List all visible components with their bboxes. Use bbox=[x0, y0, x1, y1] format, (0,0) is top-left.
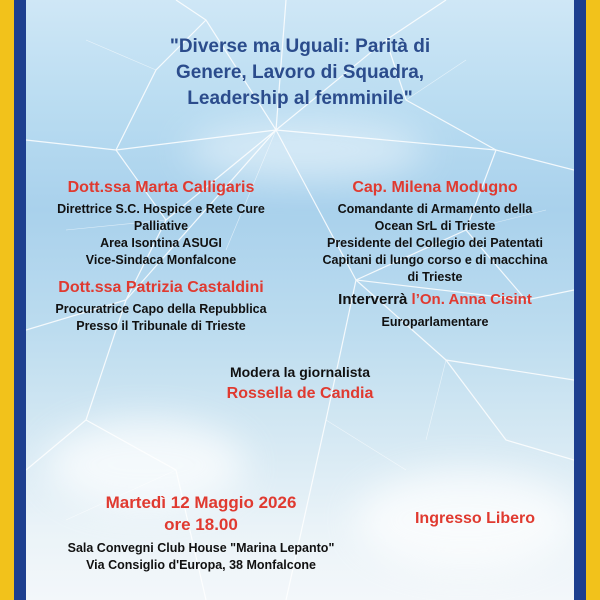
speaker-2 bbox=[26, 278, 296, 335]
event-time: ore 18.00 bbox=[164, 515, 238, 534]
title-line: "Diverse ma Uguali: Parità di bbox=[169, 36, 431, 57]
speaker-3 bbox=[300, 178, 570, 286]
left-gold-border bbox=[0, 0, 14, 600]
speaker-1 bbox=[26, 178, 296, 269]
speaker-1-role: Vice-Sindaca Monfalcone bbox=[85, 253, 237, 267]
speaker-2-role: Presso il Tribunale di Trieste bbox=[76, 319, 246, 333]
poster-panel bbox=[26, 0, 574, 600]
speaker-1-role: Direttrice S.C. Hospice e Rete Cure bbox=[57, 202, 265, 216]
moderator-label: Modera la giornalista bbox=[229, 364, 371, 380]
entry-info: Ingresso Libero bbox=[414, 510, 536, 527]
speaker-4-role: Europarlamentare bbox=[381, 315, 489, 329]
moderator bbox=[26, 362, 574, 404]
event-title bbox=[26, 34, 574, 112]
speaker-2-name: Dott.ssa Patrizia Castaldini bbox=[58, 279, 264, 296]
speaker-1-role: Area Isontina ASUGI bbox=[100, 236, 222, 250]
event-address: Via Consiglio d'Europa, 38 Monfalcone bbox=[86, 558, 316, 572]
speaker-3-role: Comandante di Armamento della bbox=[337, 202, 533, 216]
speaker-3-role: Ocean SrL di Trieste bbox=[374, 219, 496, 233]
event-date: Martedì 12 Maggio 2026 bbox=[105, 493, 297, 512]
event-venue: Sala Convegni Club House "Marina Lepanto" bbox=[67, 541, 335, 555]
speaker-2-role: Procuratrice Capo della Repubblica bbox=[55, 302, 267, 316]
left-blue-border bbox=[14, 0, 26, 600]
speaker-4 bbox=[300, 290, 570, 331]
right-blue-border bbox=[574, 0, 586, 600]
title-line: Leadership al femminile" bbox=[187, 88, 413, 109]
speaker-3-role: di Trieste bbox=[407, 270, 463, 284]
right-gold-border bbox=[586, 0, 600, 600]
event-details bbox=[26, 492, 376, 574]
speaker-4-name: l’On. Anna Cisint bbox=[411, 291, 532, 308]
speaker-1-role: Palliative bbox=[133, 219, 189, 233]
speaker-3-role: Capitani di lungo corso e di macchina bbox=[322, 253, 548, 267]
moderator-name: Rossella de Candia bbox=[226, 385, 374, 402]
speaker-1-name: Dott.ssa Marta Calligaris bbox=[67, 179, 255, 196]
title-line: Genere, Lavoro di Squadra, bbox=[175, 62, 425, 83]
speaker-3-name: Cap. Milena Modugno bbox=[352, 179, 518, 196]
speaker-4-line bbox=[300, 290, 570, 310]
speaker-4-prefix: Interverrà bbox=[338, 291, 412, 308]
speaker-3-role: Presidente del Collegio dei Patentati bbox=[326, 236, 544, 250]
